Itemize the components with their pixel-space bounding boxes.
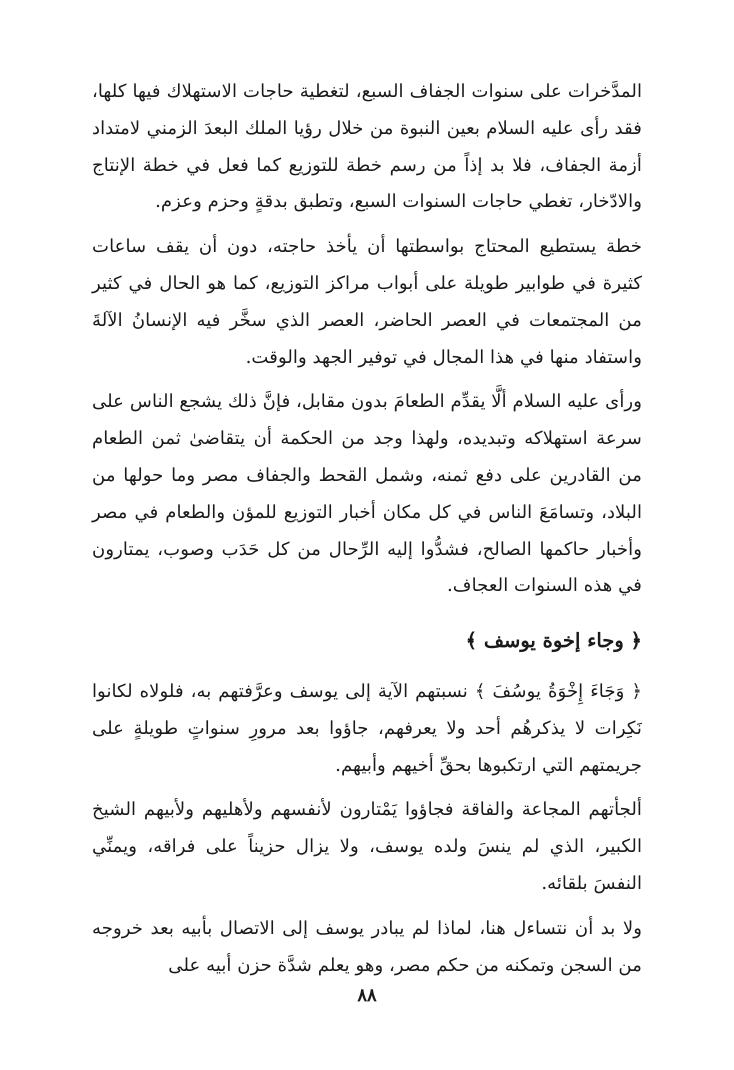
- body-text: [92, 74, 642, 992]
- paragraph-3: ورأى عليه السلام ألَّا يقدِّم الطعامَ بدون مقابل، فإنَّ ذلك يشجع الناس على سرعة استهلاكه وتبديده، ولهذا وجد من الحكمة أن يتقاضىٰ ثمن الطعام من القادرين على دفع ثمنه، وشمل القحط والجفاف مصر وما حولها من البلاد، وتسامَعَ الناس في كل مكان أخبار التوزيع للمؤن والطعام في مصر وأخبار حاكمها الصالح، فشدُّوا إليه الرِّحال من كل حَدَب وصوب، يمتارون في هذه السنوات العجاف.: [92, 391, 642, 597]
- section-heading: ﴿ وجاء إخوة يوسف ﴾: [465, 629, 642, 653]
- paragraph-6: ولا بد أن نتساءل هنا، لماذا لم يبادر يوسف إلى الاتصال بأبيه بعد خروجه من السجن وتمكنه من حكم مصر، وهو يعلم شدَّة حزن أبيه على: [92, 917, 642, 976]
- paragraph-2: خطة يستطيع المحتاج بواسطتها أن يأخذ حاجته، دون أن يقف ساعات كثيرة في طوابير طويلة على أبواب مراكز التوزيع، كما هو الحال في كثير من المجتمعات في العصر الحاضر، العصر الذي سخَّر فيه الإنسانُ الآلةَ واستفاد منها في هذا المجال في توفير الجهد والوقت.: [92, 236, 642, 368]
- paragraph-1: المدَّخرات على سنوات الجفاف السبع، لتغطية حاجات الاستهلاك فيها كلها، فقد رأى عليه السلام بعين النبوة من خلال رؤيا الملك البعدَ الزمني لامتداد أزمة الجفاف، فلا بد إذاً من رسم خطة للتوزيع كما فعل في خطة الإنتاج والادّخار، تغطي حاجات السنوات السبع، وتطبق بدقةٍ وحزم وعزم.: [92, 81, 642, 213]
- paragraph-5: ألجأتهم المجاعة والفاقة فجاؤوا يَمْتارون لأنفسهم ولأهليهم ولأبيهم الشيخ الكبير، الذي لم ينسَ ولده يوسف، ولا يزال حزيناً على فراقه، ويمنِّي النفسَ بلقائه.: [92, 799, 642, 894]
- paragraph-4: ﴿ وَجَاءَ إِخْوَةُ يوسُفَ ﴾ نسبتهم الآية إلى يوسف وعرَّفتهم به، فلولاه لكانوا نَكِرات لا يذكرهُم أحد ولا يعرفهم، جاؤوا بعد مرورِ سنواتٍ طويلةٍ على جريمتهم التي ارتكبوها بحقِّ أخيهم وأبيهم.: [92, 680, 642, 776]
- page-number: ٨٨: [357, 985, 377, 1006]
